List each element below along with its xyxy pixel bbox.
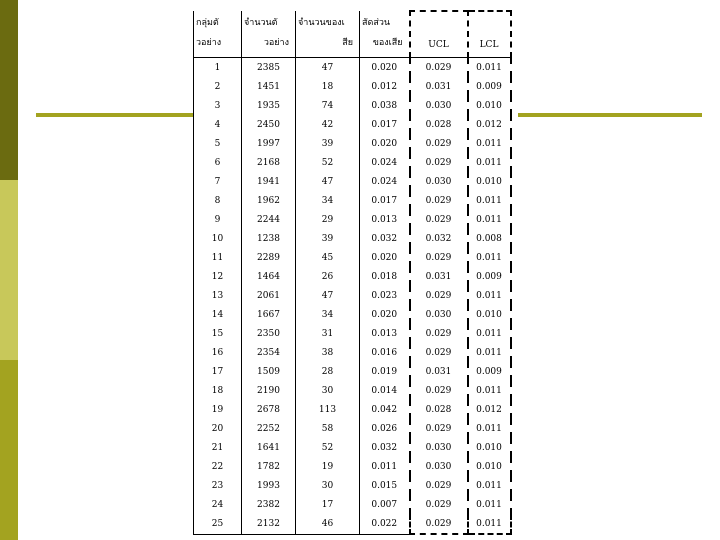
cell-lcl: 0.010 [468, 172, 511, 191]
cell-ucl: 0.029 [410, 495, 468, 514]
cell-defect-ratio: 0.017 [360, 115, 410, 134]
cell-sample-count: 2382 [242, 495, 296, 514]
cell-ucl: 0.031 [410, 362, 468, 381]
cell-sample: 23 [194, 476, 242, 495]
cell-defect-count: 34 [296, 191, 360, 210]
cell-defect-count: 18 [296, 77, 360, 96]
cell-defect-count: 30 [296, 381, 360, 400]
cell-defect-count: 52 [296, 153, 360, 172]
header-defect-ratio [360, 11, 410, 58]
cell-ucl: 0.028 [410, 400, 468, 419]
table-row [194, 286, 511, 305]
cell-sample: 15 [194, 324, 242, 343]
table-row [194, 58, 511, 78]
cell-sample: 9 [194, 210, 242, 229]
cell-defect-ratio: 0.017 [360, 191, 410, 210]
table-row [194, 115, 511, 134]
cell-sample: 25 [194, 514, 242, 534]
cell-defect-count: 45 [296, 248, 360, 267]
cell-ucl: 0.029 [410, 134, 468, 153]
table-row [194, 343, 511, 362]
cell-ucl: 0.029 [410, 343, 468, 362]
cell-ucl: 0.029 [410, 58, 468, 78]
cell-ucl: 0.030 [410, 305, 468, 324]
cell-defect-count: 30 [296, 476, 360, 495]
table-row [194, 362, 511, 381]
cell-sample: 20 [194, 419, 242, 438]
table-row [194, 153, 511, 172]
cell-defect-count: 29 [296, 210, 360, 229]
cell-defect-ratio: 0.019 [360, 362, 410, 381]
cell-sample-count: 1238 [242, 229, 296, 248]
cell-sample: 22 [194, 457, 242, 476]
cell-sample: 11 [194, 248, 242, 267]
cell-lcl: 0.011 [468, 191, 511, 210]
cell-sample-count: 2061 [242, 286, 296, 305]
table-row [194, 438, 511, 457]
cell-defect-count: 42 [296, 115, 360, 134]
cell-sample-count: 1941 [242, 172, 296, 191]
cell-defect-ratio: 0.020 [360, 248, 410, 267]
cell-sample: 24 [194, 495, 242, 514]
cell-lcl: 0.009 [468, 362, 511, 381]
cell-sample-count: 1997 [242, 134, 296, 153]
cell-defect-count: 47 [296, 172, 360, 191]
table-row [194, 457, 511, 476]
cell-defect-count: 28 [296, 362, 360, 381]
cell-defect-ratio: 0.020 [360, 305, 410, 324]
cell-ucl: 0.029 [410, 419, 468, 438]
cell-lcl: 0.011 [468, 324, 511, 343]
table-row [194, 172, 511, 191]
cell-defect-ratio: 0.038 [360, 96, 410, 115]
side-bar-olive [0, 360, 18, 540]
cell-ucl: 0.029 [410, 191, 468, 210]
cell-ucl: 0.032 [410, 229, 468, 248]
cell-defect-count: 31 [296, 324, 360, 343]
cell-lcl: 0.009 [468, 267, 511, 286]
table-row [194, 134, 511, 153]
table-header-row [194, 11, 511, 58]
cell-ucl: 0.029 [410, 476, 468, 495]
table-row [194, 191, 511, 210]
cell-lcl: 0.011 [468, 134, 511, 153]
cell-defect-count: 58 [296, 419, 360, 438]
cell-defect-count: 34 [296, 305, 360, 324]
cell-sample-count: 1641 [242, 438, 296, 457]
divider-line-left [36, 113, 193, 117]
cell-lcl: 0.012 [468, 115, 511, 134]
cell-defect-ratio: 0.014 [360, 381, 410, 400]
cell-lcl: 0.010 [468, 96, 511, 115]
header-lcl: LCL [468, 11, 511, 58]
table-row [194, 400, 511, 419]
cell-defect-count: 47 [296, 286, 360, 305]
cell-defect-ratio: 0.026 [360, 419, 410, 438]
cell-lcl: 0.010 [468, 438, 511, 457]
cell-lcl: 0.011 [468, 58, 511, 78]
cell-ucl: 0.029 [410, 210, 468, 229]
cell-ucl: 0.031 [410, 267, 468, 286]
cell-sample: 3 [194, 96, 242, 115]
cell-defect-count: 19 [296, 457, 360, 476]
cell-lcl: 0.008 [468, 229, 511, 248]
cell-ucl: 0.029 [410, 514, 468, 534]
cell-lcl: 0.012 [468, 400, 511, 419]
control-chart-table [193, 10, 512, 535]
cell-sample-count: 1935 [242, 96, 296, 115]
header-defect-count-line2: สีย [342, 38, 353, 48]
cell-sample: 18 [194, 381, 242, 400]
cell-sample: 13 [194, 286, 242, 305]
header-ucl: UCL [410, 11, 468, 58]
cell-sample: 4 [194, 115, 242, 134]
table-row [194, 77, 511, 96]
cell-defect-count: 52 [296, 438, 360, 457]
cell-lcl: 0.010 [468, 305, 511, 324]
header-defect-count-line1: จำนวนของเ [298, 18, 345, 28]
cell-defect-ratio: 0.020 [360, 58, 410, 78]
cell-sample: 5 [194, 134, 242, 153]
cell-sample: 6 [194, 153, 242, 172]
cell-defect-ratio: 0.020 [360, 134, 410, 153]
cell-defect-ratio: 0.007 [360, 495, 410, 514]
cell-defect-count: 17 [296, 495, 360, 514]
cell-defect-ratio: 0.024 [360, 153, 410, 172]
cell-ucl: 0.029 [410, 324, 468, 343]
table-row [194, 267, 511, 286]
table-row [194, 305, 511, 324]
side-bar-dark [0, 0, 18, 180]
cell-defect-ratio: 0.011 [360, 457, 410, 476]
header-defect-ratio-line2: ของเสีย [372, 38, 403, 48]
header-sample-count-line1: จำนวนตั [244, 18, 278, 28]
cell-sample-count: 2168 [242, 153, 296, 172]
cell-sample: 16 [194, 343, 242, 362]
header-defect-count [296, 11, 360, 58]
cell-sample: 19 [194, 400, 242, 419]
cell-sample: 12 [194, 267, 242, 286]
cell-ucl: 0.030 [410, 457, 468, 476]
cell-defect-ratio: 0.042 [360, 400, 410, 419]
header-defect-ratio-line1: สัดส่วน [362, 18, 391, 28]
cell-ucl: 0.030 [410, 438, 468, 457]
cell-defect-ratio: 0.032 [360, 438, 410, 457]
cell-sample-count: 2289 [242, 248, 296, 267]
cell-sample: 1 [194, 58, 242, 78]
header-sample-count [242, 11, 296, 58]
cell-lcl: 0.011 [468, 495, 511, 514]
cell-defect-ratio: 0.013 [360, 324, 410, 343]
header-sample-group [194, 11, 242, 58]
cell-sample-count: 1509 [242, 362, 296, 381]
cell-ucl: 0.029 [410, 153, 468, 172]
table-row [194, 419, 511, 438]
cell-sample-count: 2354 [242, 343, 296, 362]
cell-sample-count: 2678 [242, 400, 296, 419]
cell-lcl: 0.011 [468, 210, 511, 229]
cell-sample-count: 2252 [242, 419, 296, 438]
cell-defect-ratio: 0.032 [360, 229, 410, 248]
cell-ucl: 0.028 [410, 115, 468, 134]
cell-lcl: 0.011 [468, 153, 511, 172]
cell-defect-count: 38 [296, 343, 360, 362]
cell-lcl: 0.011 [468, 286, 511, 305]
cell-ucl: 0.031 [410, 77, 468, 96]
cell-defect-count: 26 [296, 267, 360, 286]
cell-sample-count: 1962 [242, 191, 296, 210]
cell-sample: 7 [194, 172, 242, 191]
cell-lcl: 0.011 [468, 343, 511, 362]
table-row [194, 210, 511, 229]
cell-defect-count: 39 [296, 134, 360, 153]
cell-sample-count: 2190 [242, 381, 296, 400]
cell-sample: 17 [194, 362, 242, 381]
cell-sample-count: 2450 [242, 115, 296, 134]
cell-ucl: 0.030 [410, 172, 468, 191]
cell-sample-count: 2350 [242, 324, 296, 343]
cell-defect-count: 39 [296, 229, 360, 248]
cell-sample-count: 2132 [242, 514, 296, 534]
cell-defect-ratio: 0.013 [360, 210, 410, 229]
cell-defect-ratio: 0.015 [360, 476, 410, 495]
cell-lcl: 0.011 [468, 514, 511, 534]
divider-line-right [518, 113, 702, 117]
table-row [194, 495, 511, 514]
header-sample-group-line1: กลุ่มตั [196, 18, 219, 28]
cell-lcl: 0.011 [468, 248, 511, 267]
cell-defect-count: 113 [296, 400, 360, 419]
header-sample-group-line2: วอย่าง [196, 38, 222, 48]
side-bar-light [0, 180, 18, 360]
cell-sample-count: 2385 [242, 58, 296, 78]
table-row [194, 514, 511, 534]
cell-ucl: 0.029 [410, 248, 468, 267]
cell-lcl: 0.011 [468, 476, 511, 495]
cell-defect-ratio: 0.018 [360, 267, 410, 286]
table-row [194, 248, 511, 267]
cell-lcl: 0.011 [468, 381, 511, 400]
cell-sample: 10 [194, 229, 242, 248]
cell-sample-count: 1451 [242, 77, 296, 96]
cell-defect-ratio: 0.016 [360, 343, 410, 362]
cell-defect-count: 46 [296, 514, 360, 534]
header-sample-count-line2: วอย่าง [263, 38, 289, 48]
cell-lcl: 0.010 [468, 457, 511, 476]
cell-sample-count: 1993 [242, 476, 296, 495]
cell-ucl: 0.030 [410, 96, 468, 115]
table-row [194, 381, 511, 400]
cell-ucl: 0.029 [410, 286, 468, 305]
cell-sample: 21 [194, 438, 242, 457]
cell-defect-ratio: 0.023 [360, 286, 410, 305]
cell-sample: 2 [194, 77, 242, 96]
table-row [194, 324, 511, 343]
cell-defect-count: 47 [296, 58, 360, 78]
cell-defect-count: 74 [296, 96, 360, 115]
cell-sample: 8 [194, 191, 242, 210]
cell-defect-ratio: 0.022 [360, 514, 410, 534]
cell-sample-count: 1782 [242, 457, 296, 476]
cell-sample-count: 2244 [242, 210, 296, 229]
cell-ucl: 0.029 [410, 381, 468, 400]
cell-lcl: 0.011 [468, 419, 511, 438]
table-row [194, 96, 511, 115]
table-row [194, 476, 511, 495]
cell-lcl: 0.009 [468, 77, 511, 96]
cell-sample-count: 1667 [242, 305, 296, 324]
cell-sample: 14 [194, 305, 242, 324]
cell-sample-count: 1464 [242, 267, 296, 286]
cell-defect-ratio: 0.024 [360, 172, 410, 191]
table-row [194, 229, 511, 248]
cell-defect-ratio: 0.012 [360, 77, 410, 96]
